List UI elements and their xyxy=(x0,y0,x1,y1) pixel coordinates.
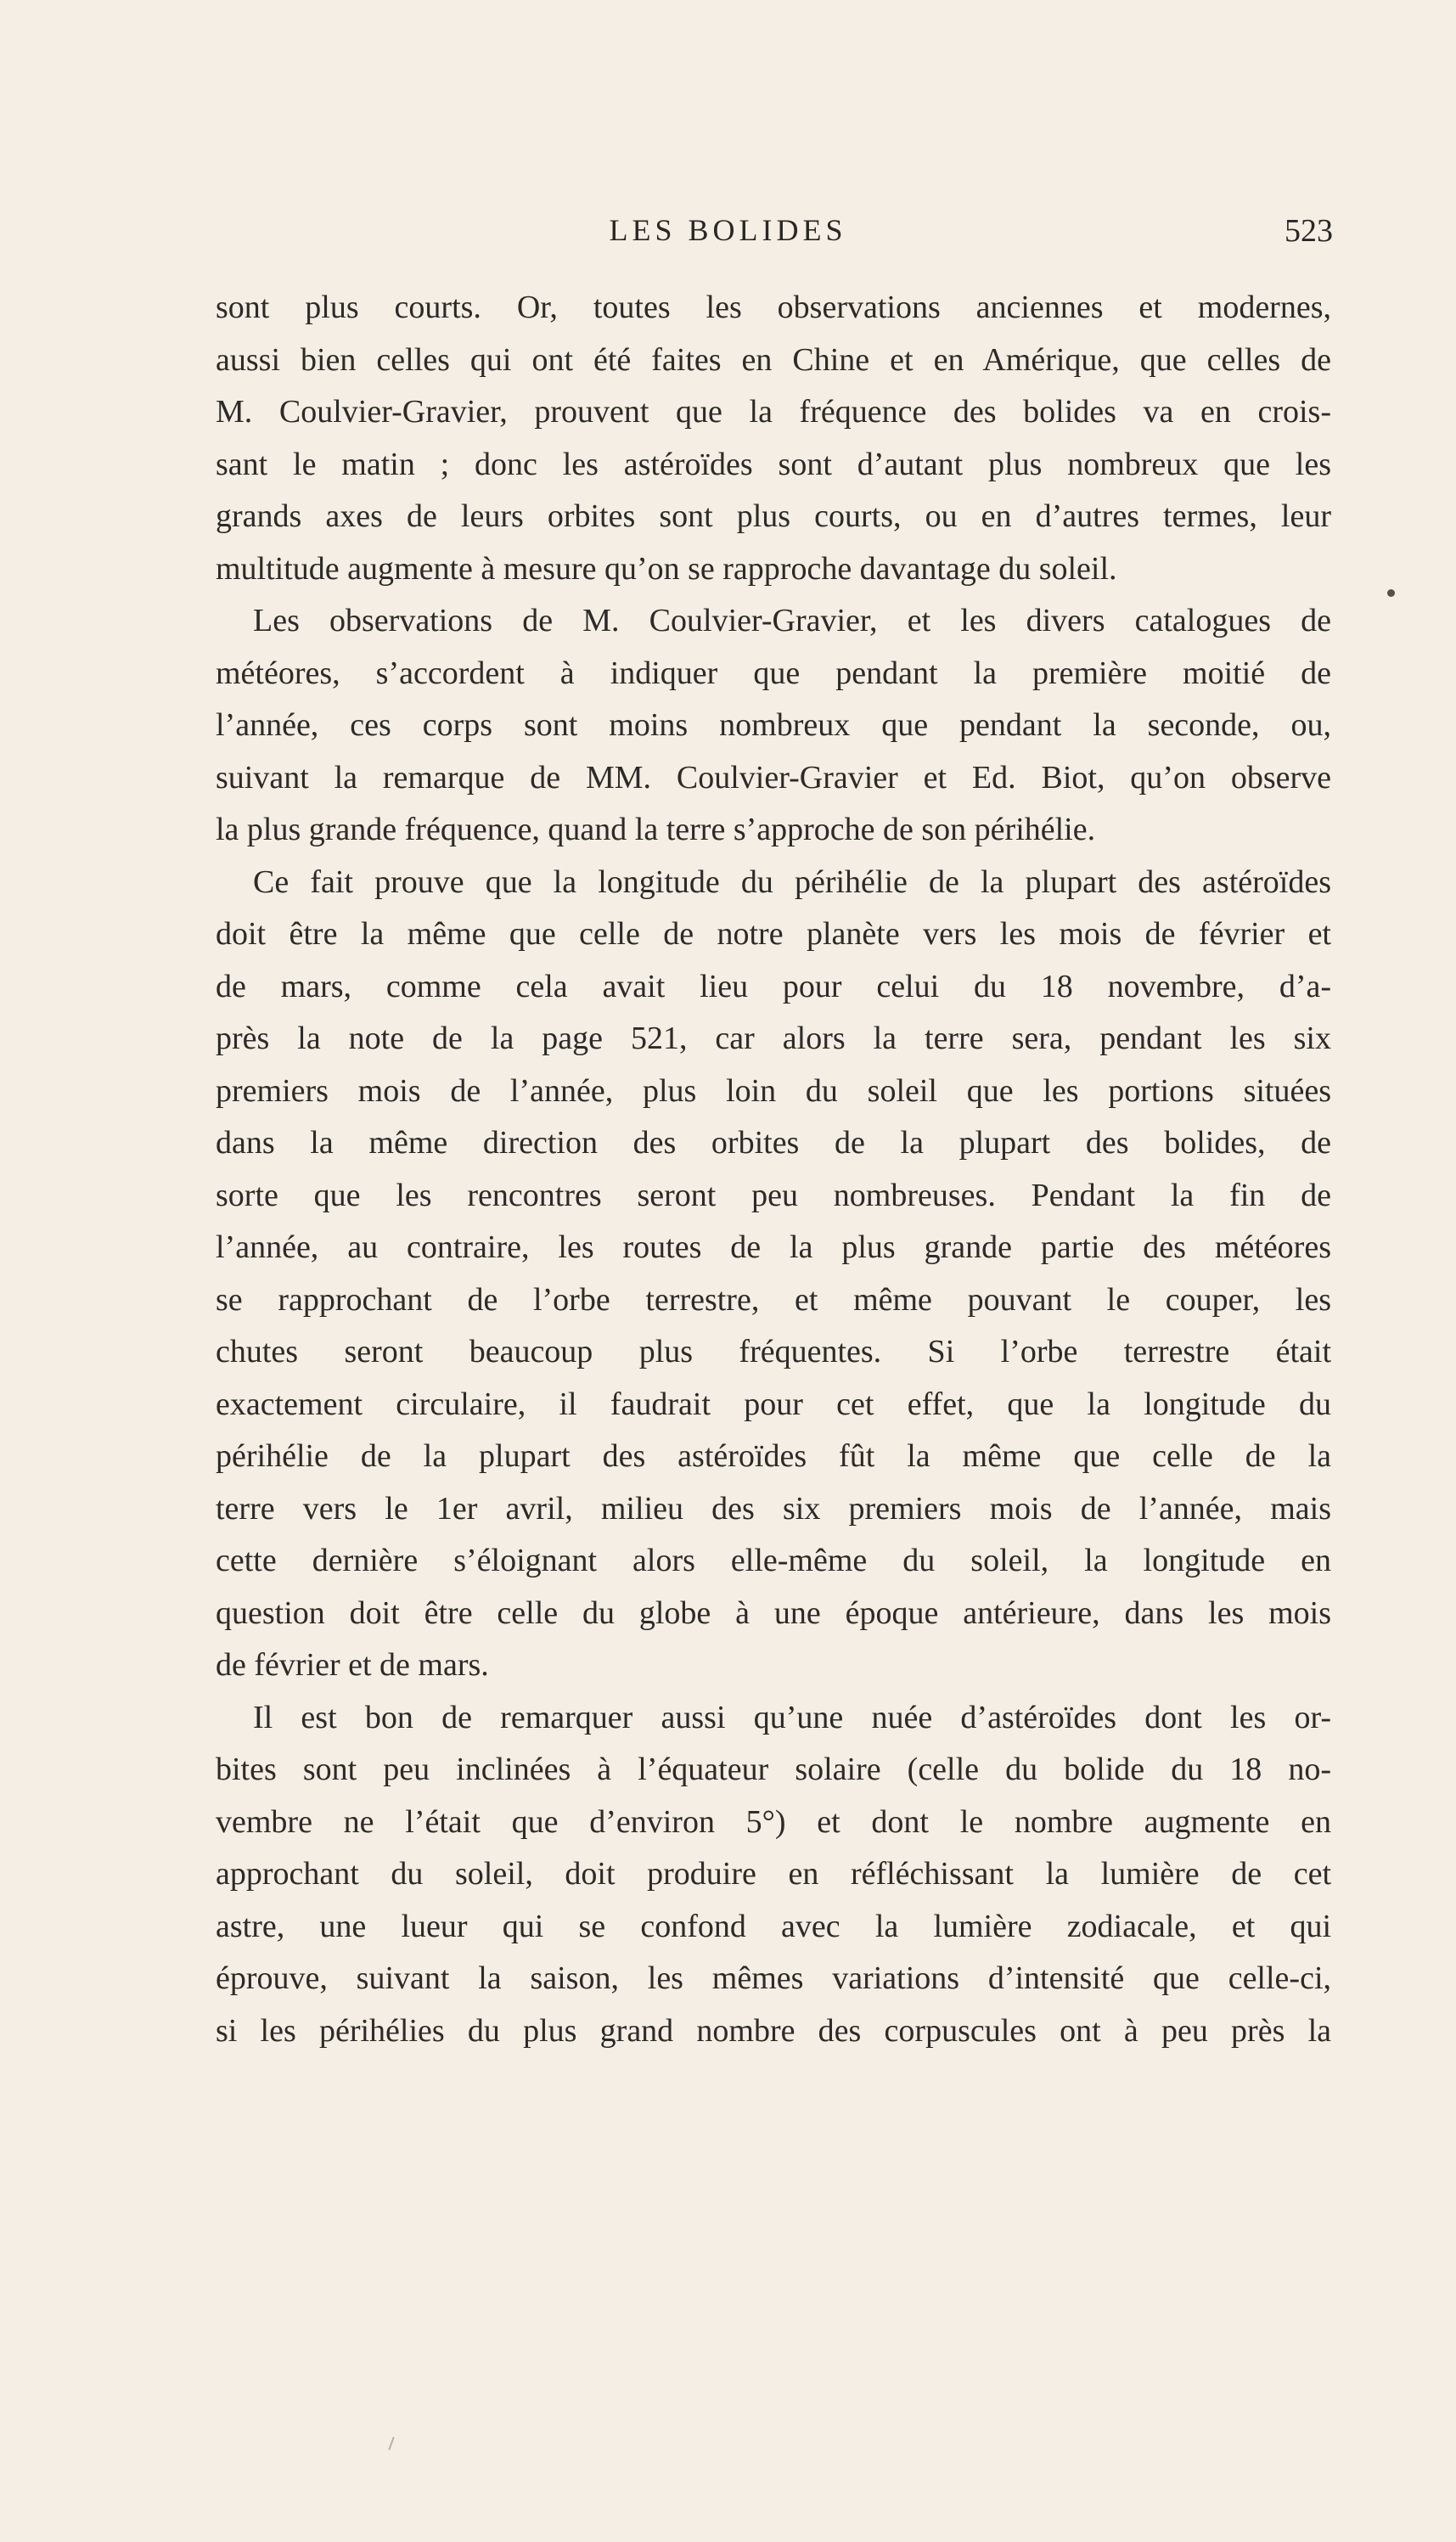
text-line: Les observations de M. Coulvier-Gravier, et les divers catalogues de xyxy=(253,603,1331,638)
text-line: multitude augmente à mesure qu’on se rapproche davantage du soleil. xyxy=(216,550,1117,587)
text-line: grands axes de leurs orbites sont plus courts, ou en d’autres termes, leur xyxy=(216,498,1331,534)
text-line: astre, une lueur qui se confond avec la lumière zodiacale, et qui xyxy=(216,1908,1331,1944)
text-line: M. Coulvier-Gravier, prouvent que la fréquence des bolides va en crois- xyxy=(216,394,1331,430)
body-text xyxy=(216,282,1331,2057)
text-line: la plus grande fréquence, quand la terre s’approche de son périhélie. xyxy=(216,812,1096,847)
text-line: premiers mois de l’année, plus loin du soleil que les portions situées xyxy=(216,1072,1331,1109)
text-line: se rapprochant de l’orbe terrestre, et même pouvant le couper, les xyxy=(216,1281,1331,1318)
text-line: chutes seront beaucoup plus fréquentes. Si l’orbe terrestre était xyxy=(216,1334,1331,1369)
text-line: question doit être celle du globe à une époque antérieure, dans les mois xyxy=(216,1594,1331,1631)
text-line: vembre ne l’était que d’environ 5°) et dont le nombre augmente en xyxy=(216,1803,1331,1840)
text-line: dans la même direction des orbites de la plupart des bolides, de xyxy=(216,1125,1331,1161)
text-line: cette dernière s’éloignant alors elle-même du soleil, la longitude en xyxy=(216,1543,1331,1578)
text-line: doit être la même que celle de notre planète vers les mois de février et xyxy=(216,916,1331,952)
text-line: suivant la remarque de MM. Coulvier-Gravier et Ed. Biot, qu’on observe xyxy=(216,759,1331,796)
text-line: sont plus courts. Or, toutes les observations anciennes et modernes, xyxy=(216,290,1331,325)
text-line: aussi bien celles qui ont été faites en Chine et en Amérique, que celles de xyxy=(216,341,1331,378)
text-line: de février et de mars. xyxy=(216,1647,489,1683)
text-line: sant le matin ; donc les astéroïdes sont d’autant plus nombreux que les xyxy=(216,446,1331,482)
text-line: périhélie de la plupart des astéroïdes fût la même que celle de la xyxy=(216,1438,1331,1474)
text-line: l’année, ces corps sont moins nombreux que pendant la seconde, ou, xyxy=(216,707,1331,743)
running-head xyxy=(0,212,1456,263)
paper-speck xyxy=(388,2437,394,2450)
text-line: sorte que les rencontres seront peu nombreuses. Pendant la fin de xyxy=(216,1177,1331,1213)
text-line: Il est bon de remarquer aussi qu’une nuée d’astéroïdes dont les or- xyxy=(253,1699,1331,1735)
text-line: bites sont peu inclinées à l’équateur solaire (celle du bolide du 18 no- xyxy=(216,1752,1331,1787)
text-line: Ce fait prouve que la longitude du périhélie de la plupart des astéroïdes xyxy=(253,863,1331,900)
margin-dot xyxy=(1387,589,1395,597)
running-title: LES BOLIDES xyxy=(609,213,847,247)
text-line: météores, s’accordent à indiquer que pendant la première moitié de xyxy=(216,655,1331,691)
text-line: exactement circulaire, il faudrait pour cet effet, que la longitude du xyxy=(216,1386,1331,1422)
text-line: si les périhélies du plus grand nombre des corpuscules ont à peu près la xyxy=(216,2012,1331,2049)
text-line: éprouve, suivant la saison, les mêmes variations d’intensité que celle-ci, xyxy=(216,1960,1331,1996)
page-number: 523 xyxy=(1285,213,1333,249)
text-line: de mars, comme cela avait lieu pour celui du 18 novembre, d’a- xyxy=(216,968,1331,1004)
text-line: terre vers le 1er avril, milieu des six premiers mois de l’année, mais xyxy=(216,1490,1331,1527)
text-line: près la note de la page 521, car alors la terre sera, pendant les six xyxy=(216,1021,1331,1056)
text-line: approchant du soleil, doit produire en réfléchissant la lumière de cet xyxy=(216,1856,1331,1892)
text-line: l’année, au contraire, les routes de la plus grande partie des météores xyxy=(216,1229,1331,1265)
